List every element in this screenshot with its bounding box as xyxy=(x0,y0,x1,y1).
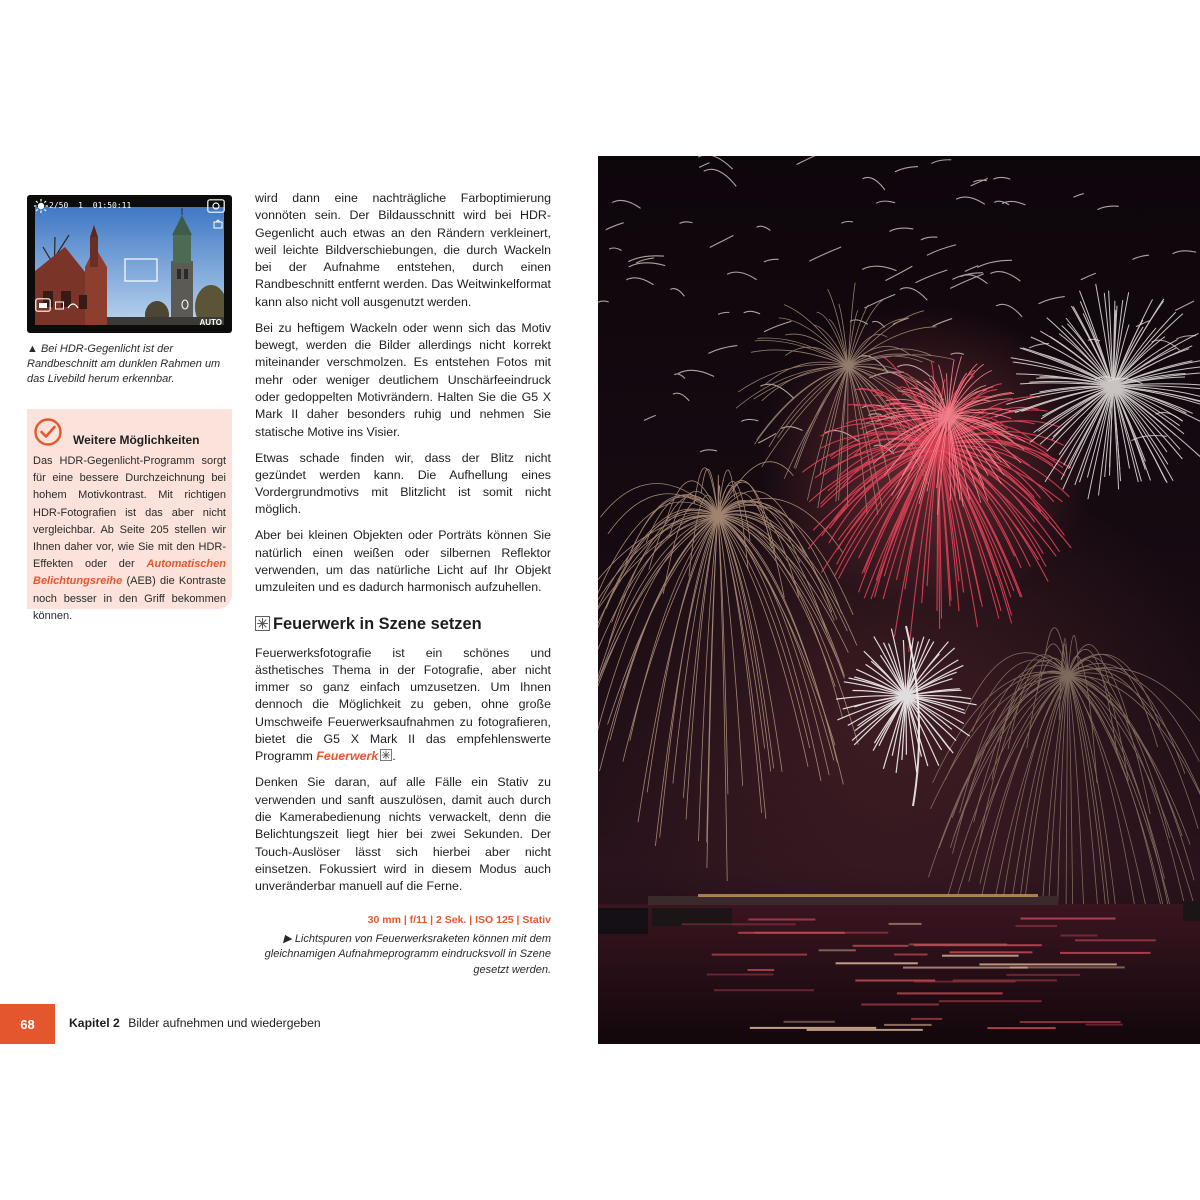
hdr-backlight-icon xyxy=(33,199,49,213)
focus-point-icon xyxy=(181,299,189,310)
lcd-status-readout xyxy=(49,200,136,212)
reflection-ripple xyxy=(755,932,889,934)
reflection-ripple xyxy=(807,1029,923,1031)
reflection-ripple xyxy=(889,923,922,925)
paragraph: wird dann eine nachträgliche Farboptimierung vonnöten sein. Der Bildausschnitt wird bei HDR-Gegenlicht auch etwas an den Rändern verkleinert, weil leichte Bildverschiebungen, die durch Wackeln bei der Aufnahme entstehen, durch einen Randbeschnitt entfernt werden. Das Weitwinkelformat kann also nicht voll ausgenutzt werden. xyxy=(255,191,551,309)
reflection-ripple xyxy=(942,955,1019,957)
boat-right xyxy=(1183,901,1200,921)
reflection-ripple xyxy=(748,969,775,971)
far-shore xyxy=(648,896,1058,905)
reflection-ripple xyxy=(894,954,927,956)
photo-caption: ▶ Lichtspuren von Feuerwerksraketen können mit dem gleichnamigen Aufnahmeprogramm eindrucksvoll in Szene gesetzt werden. xyxy=(264,933,551,976)
battery-icon xyxy=(55,301,65,310)
chapter-title: Bilder aufnehmen und wiedergeben xyxy=(128,1016,321,1030)
white-balance-icon xyxy=(213,219,223,229)
chapter-running-title xyxy=(69,1016,321,1030)
lcd-readout-time: 01:50:11 xyxy=(92,201,132,210)
reflection-ripple xyxy=(1061,935,1098,937)
section-heading xyxy=(255,614,551,634)
tip-box-title: Weitere Möglichkeiten xyxy=(73,433,200,447)
checkmark-circle-icon xyxy=(33,417,63,447)
main-text-column xyxy=(255,190,551,904)
reflection-ripple xyxy=(1016,925,1058,927)
reflection-ripple xyxy=(884,1024,932,1026)
paragraph: Etwas schade finden wir, dass der Blitz nicht gezündet werden kann. Die Aufhellung eines Vordergrundmotivs mit Blitzlicht ist somit nicht möglich. xyxy=(255,450,551,517)
reflection-ripple xyxy=(987,1027,1055,1029)
lcd-readout-shots: 1 xyxy=(78,201,83,210)
boat-left xyxy=(598,908,648,934)
quick-menu-icon xyxy=(207,199,225,213)
reflection-ripple xyxy=(953,979,1057,981)
reflection-ripple xyxy=(1060,952,1151,954)
tip-text-part: Das HDR-Gegenlicht-Programm sorgt für eine bessere Durchzeichnung bei hohem Motivkontrast. Mit richtigen HDR-Fotografien ist das aber nicht vergleichbar. Ab Seite 205 stellen wir Ihnen daher vor, wie Sie mit den HDR-Effekten oder der xyxy=(33,455,226,571)
reflection-ripple xyxy=(1086,1024,1123,1026)
reflection-ripple xyxy=(819,949,856,951)
reflection-ripple xyxy=(903,967,1028,969)
fireworks-photo xyxy=(598,156,1200,1044)
boat-light-trail xyxy=(698,894,1038,897)
tip-box xyxy=(27,409,232,622)
lcd-overlay xyxy=(27,195,232,333)
paragraph: Bei zu heftigem Wackeln oder wenn sich das Motiv bewegt, werden die Bilder allerdings nicht korrekt miteinander verschmolzen. Es entstehen Fotos mit mehr oder weniger deutlichem Unschärfeeindruck oder gedoppelten Motivrändern. Halten Sie die G5 X Mark II daher besonders ruhig und nehmen Sie statische Motive ins Visier. xyxy=(255,320,551,439)
aeb-link[interactable]: Automatischen Belichtungsreihe xyxy=(33,558,226,588)
tip-box-text xyxy=(33,453,226,625)
reflection-ripple xyxy=(1075,939,1156,941)
reflection-ripple xyxy=(748,919,815,921)
lcd-readout-mode: 2/50 xyxy=(49,201,69,210)
paragraph: Denken Sie daran, auf alle Fälle ein Stativ zu verwenden und sanft auszulösen, damit auch durch die Kamerabedienung nichts verwackelt, denn die Belichtungszeit liegt hier bei zwei Sekunden. Der Touch-Auslöser lässt sich hierbei aber nicht einsetzen. Fokussiert wird in diesem Modus auch unveränderbar manuell auf die Ferne. xyxy=(255,775,551,894)
chapter-label: Kapitel 2 xyxy=(69,1016,120,1030)
reflection-ripple xyxy=(1021,918,1116,920)
reflection-ripple xyxy=(911,1018,942,1020)
paragraph-text: . xyxy=(392,749,396,764)
reflection-ripple xyxy=(750,1027,876,1029)
camera-lcd-illustration xyxy=(27,195,232,333)
fireworks-mode-icon xyxy=(255,616,270,631)
exif-data: 30 mm | f/11 | 2 Sek. | ISO 125 | Stativ xyxy=(367,914,551,926)
stabilizer-icon xyxy=(67,301,79,310)
reflection-ripple xyxy=(712,954,807,956)
fireworks-mode-link[interactable]: Feuerwerk xyxy=(316,749,379,764)
reflection-ripple xyxy=(714,989,814,991)
paragraph: Aber bei kleinen Objekten oder Porträts können Sie natürlich einen weißen oder silbernen Reflektor verwenden, um das natürliche Licht auf Ihr Objekt umzuleiten und es dadurch harmonisch aufzuhellen. xyxy=(255,528,551,595)
reflection-ripple xyxy=(784,1021,835,1023)
reflection-ripple xyxy=(897,992,1003,994)
section-heading-text: Feuerwerk in Szene setzen xyxy=(273,614,482,633)
paragraph-text: Feuerwerksfotografie ist ein schönes und ästhetisches Thema in der Fotografie, aber nicht immer so ganz einfach umzusetzen. Um Ihnen dennoch die Möglichkeit zu geben, ohne große Umschweife Feuerwerksaufnahmen zu fotografieren, bietet die G5 X Mark II das empfehlenswerte Programm xyxy=(255,645,551,764)
reflection-ripple xyxy=(836,962,918,964)
reflection-ripple xyxy=(950,951,1033,953)
reflection-ripple xyxy=(682,923,796,925)
page-number: 68 xyxy=(0,1004,55,1044)
reflection-ripple xyxy=(853,945,909,947)
fireworks-mode-icon xyxy=(380,749,392,761)
reflection-ripple xyxy=(861,1004,939,1006)
paragraph xyxy=(255,645,551,766)
lcd-auto-badge: AUTO xyxy=(199,318,222,327)
reflection-ripple xyxy=(1020,1021,1121,1023)
reflection-ripple xyxy=(914,944,1042,946)
tip-text-part: (AEB) die Kontraste noch besser in den Griff bekommen können. xyxy=(33,575,226,622)
reflection-ripple xyxy=(979,963,1116,965)
lcd-caption: ▲ Bei HDR-Gegenlicht ist der Randbeschnitt am dunklen Rahmen um das Livebild herum erkennbar. xyxy=(27,343,221,385)
reflection-ripple xyxy=(1006,974,1080,976)
reflection-ripple xyxy=(939,1000,1042,1002)
reflection-ripple xyxy=(707,974,774,976)
camera-mode-icon xyxy=(35,298,51,312)
